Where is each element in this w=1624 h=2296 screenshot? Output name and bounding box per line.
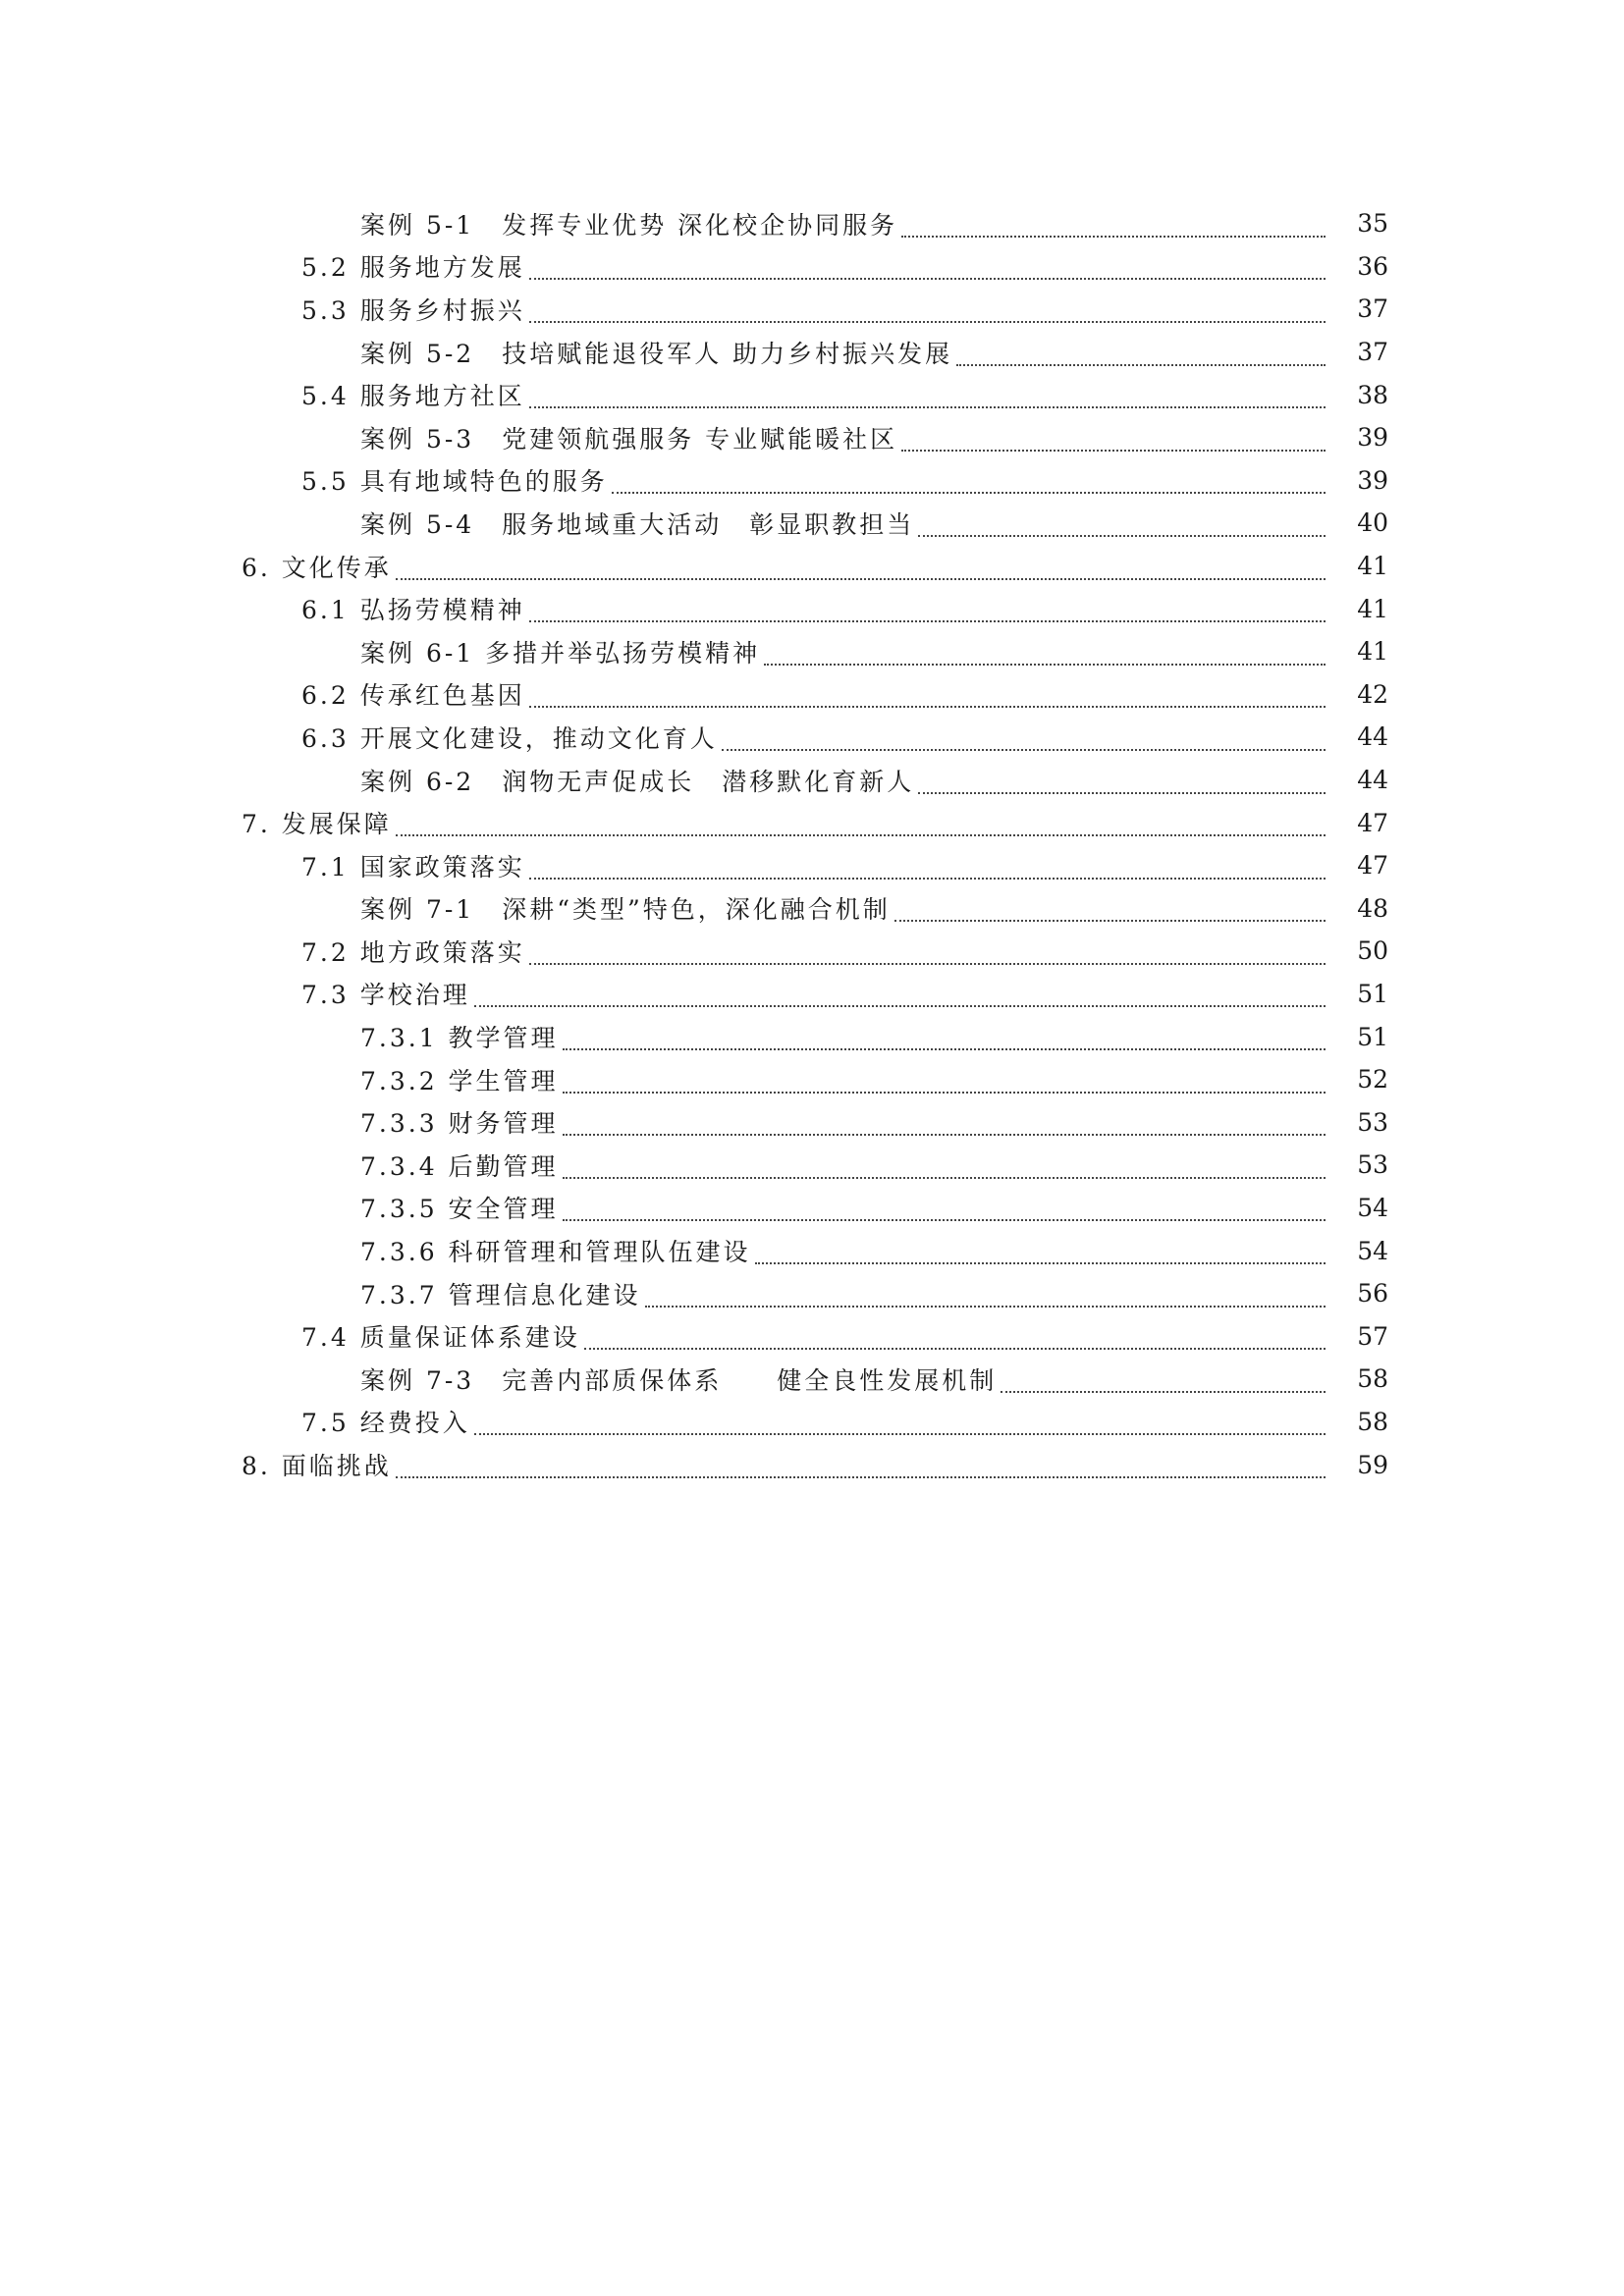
toc-entry[interactable] [0,202,1624,245]
toc-entry-title: 案例 5-2 技培赋能退役军人 助力乡村振兴发展 [360,335,952,370]
toc-entry[interactable] [0,973,1624,1016]
toc-entry-page-number: 47 [1357,851,1388,881]
toc-dot-leader [645,1306,1326,1308]
toc-entry-title: 案例 5-3 党建领航强服务 专业赋能暖社区 [360,420,897,455]
toc-dot-leader [396,578,1326,580]
toc-entry-page-number: 35 [1357,209,1388,239]
toc-entry[interactable] [0,716,1624,759]
toc-entry-page-number: 51 [1357,979,1388,1008]
toc-entry[interactable] [0,844,1624,887]
toc-entry-page-number: 54 [1357,1193,1388,1222]
toc-dot-leader [722,749,1326,751]
toc-entry-title: 7.1 国家政策落实 [301,848,525,883]
toc-dot-leader [474,1433,1326,1435]
toc-entry-page-number: 44 [1357,722,1388,752]
toc-entry-page-number: 39 [1357,465,1388,495]
toc-entry-title: 案例 7-1 深耕“类型”特色，深化融合机制 [360,890,891,926]
toc-dot-leader [529,620,1326,622]
toc-entry-page-number: 48 [1357,893,1388,923]
toc-entry-page-number: 58 [1357,1364,1388,1394]
toc-entry-title: 7.3.2 学生管理 [360,1062,559,1097]
toc-dot-leader [901,236,1326,238]
toc-entry[interactable] [0,1229,1624,1272]
toc-entry-page-number: 36 [1357,251,1388,281]
toc-dot-leader [755,1262,1326,1264]
toc-entry-page-number: 41 [1357,637,1388,667]
toc-entry-page-number: 44 [1357,766,1388,795]
toc-dot-leader [956,364,1326,366]
toc-dot-leader [563,1134,1326,1136]
toc-entry-title: 7.3.1 教学管理 [360,1019,559,1054]
toc-entry[interactable] [0,1443,1624,1486]
toc-entry-title: 6.3 开展文化建设，推动文化育人 [301,720,718,755]
toc-entry[interactable] [0,587,1624,630]
toc-entry-page-number: 50 [1357,936,1388,966]
toc-entry-page-number: 53 [1357,1107,1388,1137]
toc-entry[interactable] [0,373,1624,416]
toc-dot-leader [529,878,1326,880]
toc-dot-leader [918,792,1326,794]
toc-entry[interactable] [0,331,1624,374]
toc-dot-leader [584,1348,1326,1350]
toc-dot-leader [529,963,1326,965]
toc-entry[interactable] [0,673,1624,717]
toc-entry-title: 7.5 经费投入 [301,1404,470,1439]
toc-dot-leader [1001,1391,1326,1393]
toc-entry-page-number: 42 [1357,679,1388,709]
toc-dot-leader [563,1219,1326,1221]
toc-entry-title: 7.3.3 财务管理 [360,1104,559,1140]
toc-entry-title: 7.4 质量保证体系建设 [301,1318,580,1354]
toc-entry-page-number: 39 [1357,423,1388,453]
toc-entry-page-number: 56 [1357,1279,1388,1308]
toc-entry-title: 案例 6-1 多措并举弘扬劳模精神 [360,634,760,669]
toc-entry-page-number: 53 [1357,1150,1388,1180]
toc-entry-title: 6. 文化传承 [242,549,392,584]
toc-entry-title: 7.2 地方政策落实 [301,934,525,969]
toc-dot-leader [529,406,1326,408]
toc-entry-page-number: 58 [1357,1407,1388,1436]
toc-dot-leader [563,1048,1326,1050]
toc-dot-leader [901,450,1326,452]
toc-entry-page-number: 57 [1357,1321,1388,1351]
toc-entry-title: 5.4 服务地方社区 [301,377,525,412]
toc-dot-leader [563,1092,1326,1094]
toc-entry-title: 案例 7-3 完善内部质保体系 健全良性发展机制 [360,1362,997,1397]
toc-entry[interactable] [0,1100,1624,1144]
toc-entry[interactable] [0,502,1624,545]
toc-entry-title: 案例 5-1 发挥专业优势 深化校企协同服务 [360,206,897,241]
toc-entry[interactable] [0,1401,1624,1444]
toc-entry-title: 6.2 传承红色基因 [301,676,525,712]
toc-dot-leader [474,1005,1326,1007]
toc-entry[interactable] [0,459,1624,503]
toc-entry-title: 5.2 服务地方发展 [301,248,525,284]
toc-entry[interactable] [0,930,1624,973]
toc-entry[interactable] [0,1015,1624,1058]
toc-entry-title: 7. 发展保障 [242,805,392,840]
toc-dot-leader [529,706,1326,708]
toc-entry[interactable] [0,245,1624,289]
toc-entry[interactable] [0,1144,1624,1187]
toc-entry-title: 7.3.5 安全管理 [360,1190,559,1225]
toc-entry-page-number: 59 [1357,1450,1388,1479]
toc-entry-page-number: 52 [1357,1065,1388,1095]
toc-entry-page-number: 51 [1357,1022,1388,1051]
toc-entry-page-number: 40 [1357,508,1388,538]
toc-entry-page-number: 38 [1357,380,1388,409]
toc-entry[interactable] [0,759,1624,802]
toc-entry[interactable] [0,801,1624,844]
toc-entry[interactable] [0,1187,1624,1230]
toc-entry-page-number: 37 [1357,338,1388,367]
toc-dot-leader [529,321,1326,323]
toc-dot-leader [529,278,1326,280]
toc-dot-leader [764,664,1326,666]
toc-dot-leader [563,1177,1326,1179]
toc-entry-page-number: 37 [1357,294,1388,324]
table-of-contents [0,202,1624,1486]
toc-entry-title: 案例 6-2 润物无声促成长 潜移默化育新人 [360,763,914,798]
toc-entry-title: 5.5 具有地域特色的服务 [301,462,608,498]
toc-entry-page-number: 47 [1357,808,1388,837]
toc-entry-title: 7.3.4 后勤管理 [360,1148,559,1183]
toc-entry-title: 案例 5-4 服务地域重大活动 彰显职教担当 [360,506,914,541]
toc-entry[interactable] [0,887,1624,931]
toc-dot-leader [612,492,1326,494]
toc-entry-title: 8. 面临挑战 [242,1447,392,1482]
toc-dot-leader [396,834,1326,836]
toc-dot-leader [396,1476,1326,1478]
toc-entry[interactable] [0,1058,1624,1101]
toc-entry[interactable] [0,1358,1624,1401]
toc-entry-title: 7.3.7 管理信息化建设 [360,1276,641,1311]
toc-entry[interactable] [0,545,1624,588]
toc-dot-leader [894,920,1326,922]
toc-entry[interactable] [0,630,1624,673]
toc-dot-leader [918,535,1326,537]
toc-entry[interactable] [0,1314,1624,1358]
toc-entry-page-number: 54 [1357,1236,1388,1265]
toc-entry-page-number: 41 [1357,594,1388,623]
toc-entry-title: 7.3.6 科研管理和管理队伍建设 [360,1233,751,1268]
toc-entry-title: 5.3 服务乡村振兴 [301,292,525,327]
toc-entry-title: 6.1 弘扬劳模精神 [301,591,525,626]
toc-entry[interactable] [0,416,1624,459]
toc-entry[interactable] [0,1272,1624,1315]
toc-entry-page-number: 41 [1357,552,1388,581]
toc-entry[interactable] [0,288,1624,331]
toc-entry-title: 7.3 学校治理 [301,976,470,1011]
